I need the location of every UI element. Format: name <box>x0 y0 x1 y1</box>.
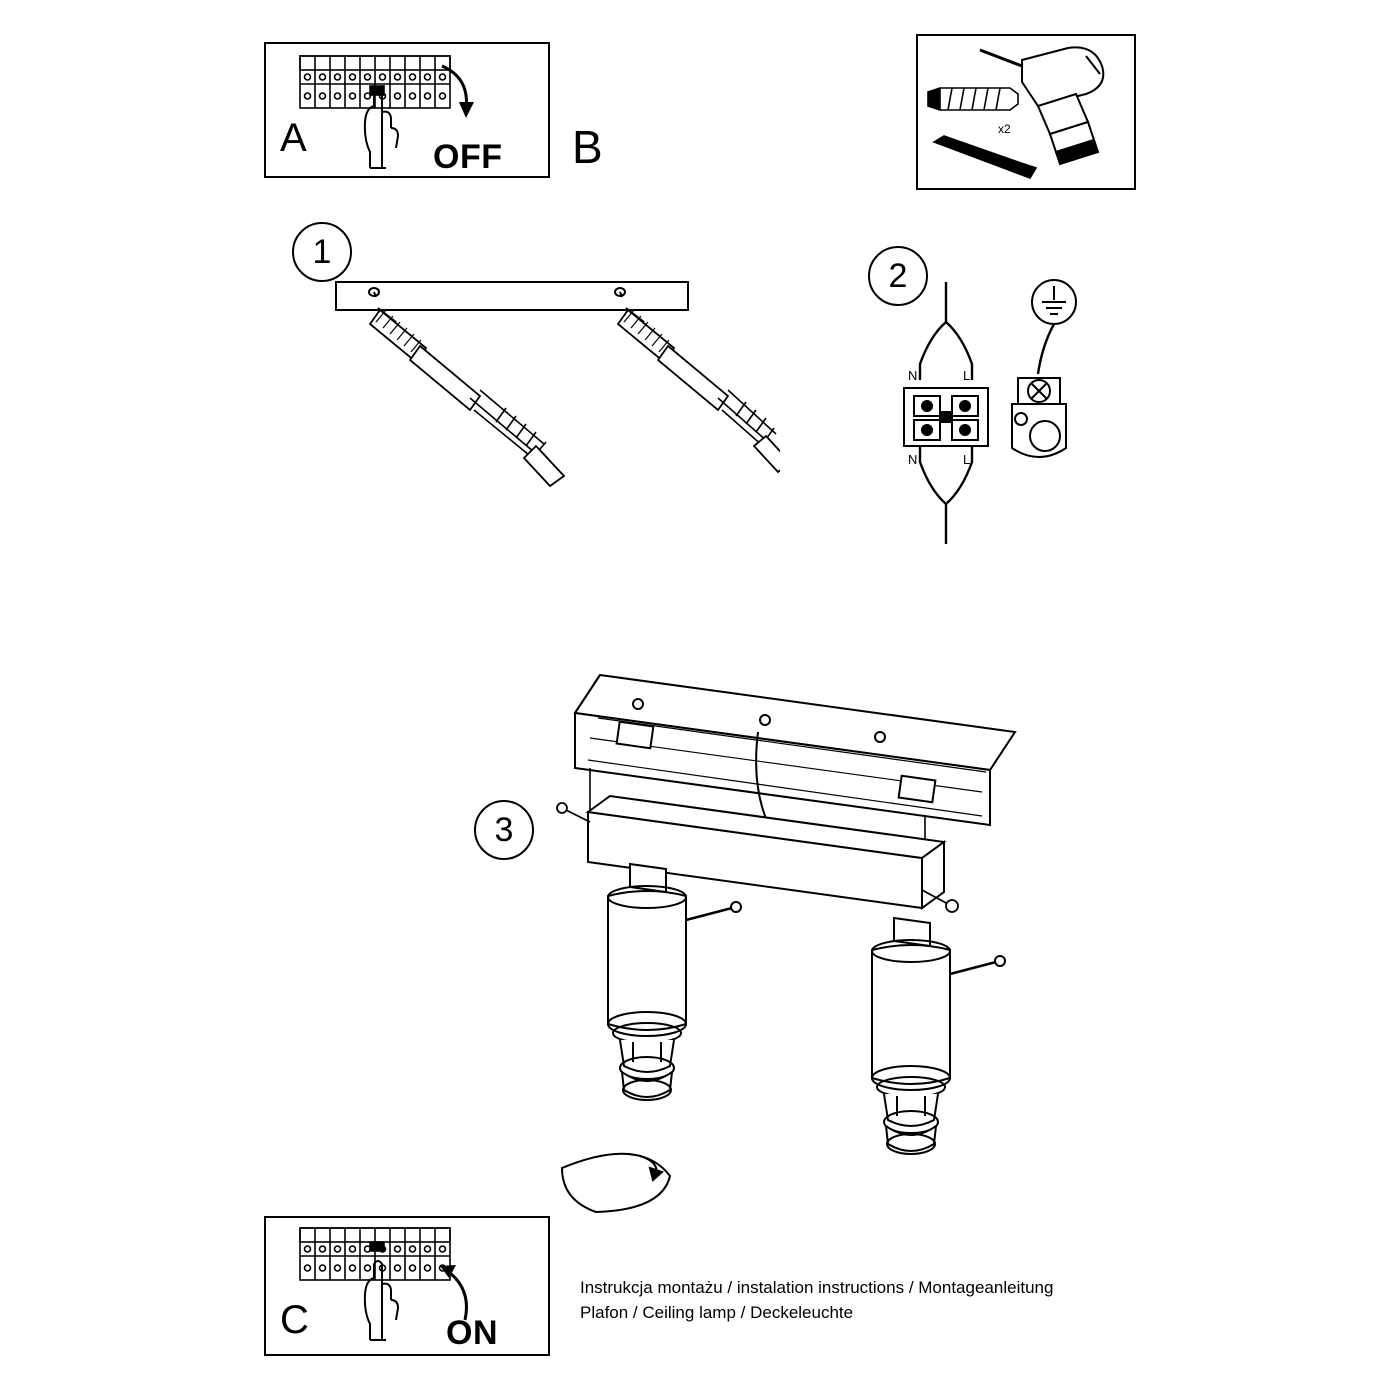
panel-a-letter: A <box>280 116 307 160</box>
footer-line-1: Instrukcja montażu / instalation instructions / Montageanleitung <box>580 1278 1054 1297</box>
rotation-hint-icon <box>562 1154 670 1212</box>
step-1-graphic <box>320 270 780 540</box>
wall-plug-icon <box>928 88 1018 110</box>
terminal-label-n-top: N <box>908 368 918 383</box>
panel-a-action-label: OFF <box>433 138 503 176</box>
terminal-label-n-bottom: N <box>908 452 918 467</box>
footer-line-2: Plafon / Ceiling lamp / Deckeleuchte <box>580 1303 854 1322</box>
panel-c-letter: C <box>280 1298 309 1342</box>
terminal-label-l-bottom: L <box>963 452 971 467</box>
step-3-badge: 3 <box>474 800 534 860</box>
step-3-graphic <box>470 620 1050 1240</box>
step-1-badge: 1 <box>292 222 352 282</box>
step-2-graphic <box>880 270 1100 560</box>
panel-a <box>264 42 550 178</box>
panel-b <box>916 34 1136 190</box>
terminal-label-l-top: L <box>963 368 971 383</box>
power-drill-icon <box>980 47 1103 164</box>
panel-c-action-label: ON <box>446 1314 498 1352</box>
screw-icon <box>934 136 1036 178</box>
step-2-badge: 2 <box>868 246 928 306</box>
panel-b-letter: B <box>572 121 603 173</box>
panel-c <box>264 1216 550 1356</box>
earth-ground-icon <box>1032 280 1076 324</box>
panel-b-graphic <box>918 36 1134 188</box>
panel-a-graphic <box>266 44 548 176</box>
panel-b-quantity-label: x2 <box>998 122 1011 136</box>
